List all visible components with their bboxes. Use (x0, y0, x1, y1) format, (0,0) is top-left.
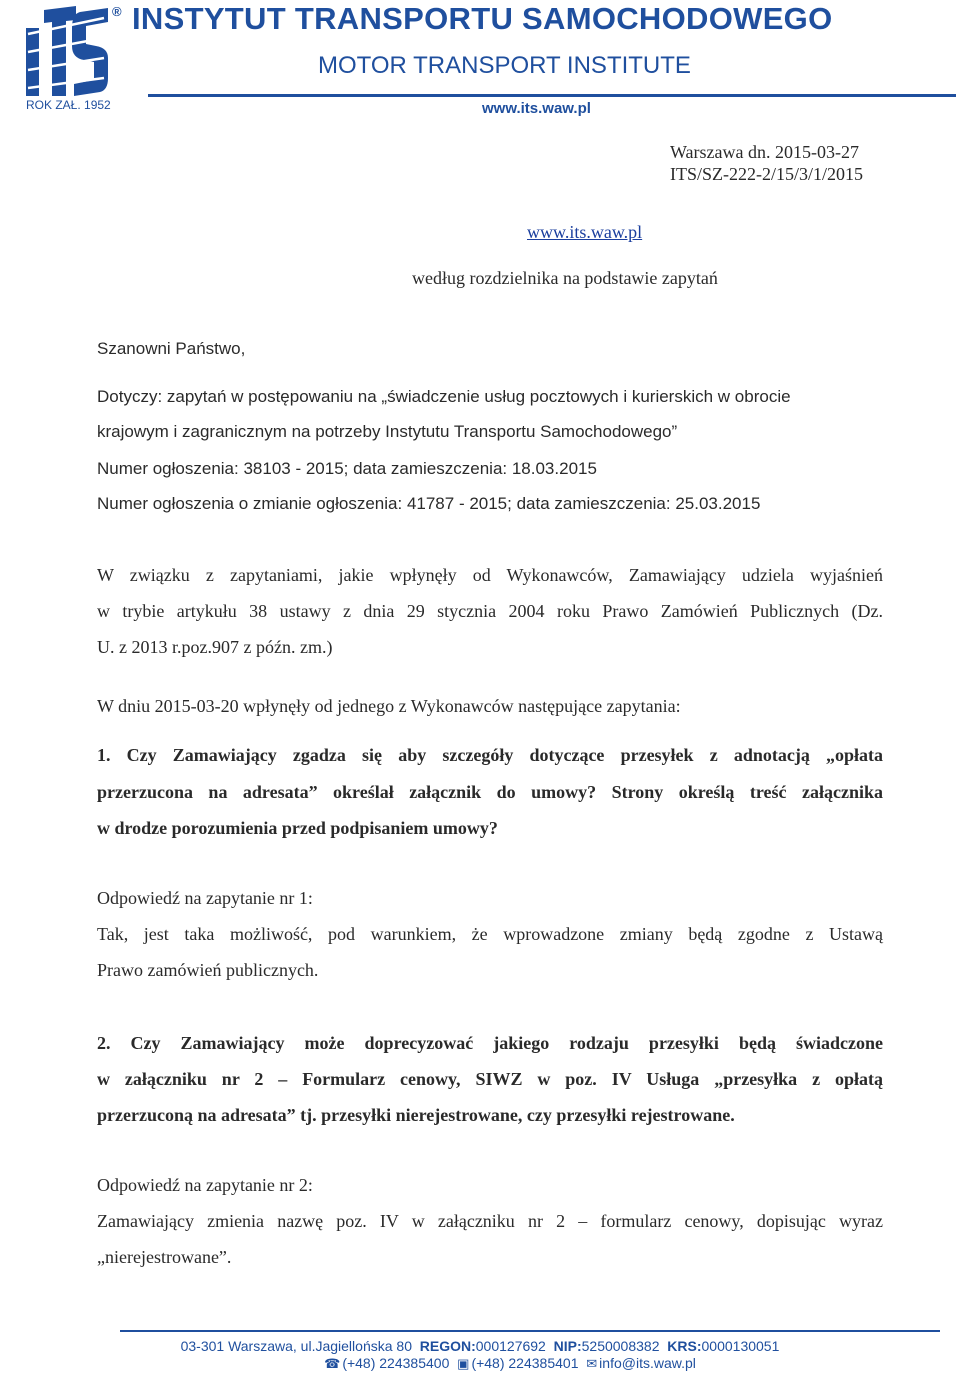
regon-label: REGON: (419, 1338, 476, 1354)
registered-mark: ® (112, 4, 122, 19)
question-1-line-3: w drodze porozumienia przed podpisaniem umowy? (97, 818, 498, 838)
letterhead (0, 0, 960, 120)
website-link[interactable]: www.its.waw.pl (527, 222, 643, 242)
notice-number: Numer ogłoszenia: 38103 - 2015; data zamieszczenia: 18.03.2015 (97, 459, 597, 478)
footer-phone: (+48) 224385400 (342, 1355, 450, 1371)
footer-contacts (30, 1355, 960, 1372)
answer-2-label: Odpowiedź na zapytanie nr 2: (97, 1175, 313, 1195)
answer-1-line-2: Prawo zamówień publicznych. (97, 960, 319, 980)
answer-1-label: Odpowiedź na zapytanie nr 1: (97, 888, 313, 908)
greeting: Szanowni Państwo, (97, 339, 246, 358)
footer-email[interactable]: info@its.waw.pl (599, 1355, 696, 1371)
question-2-line-2: w załączniku nr 2 – Formularz cenowy, SIWZ w poz. IV Usługa „przesyłka z opłatą (97, 1069, 883, 1089)
footer-divider (120, 1330, 940, 1332)
answer-2-line-2: „nierejestrowane”. (97, 1247, 232, 1267)
regon-value: 000127692 (475, 1338, 546, 1354)
answer-1-line-1: Tak, jest taka możliwość, pod warunkiem, że wprowadzone zmiany będą zgodne z Ustawą (97, 924, 883, 944)
krs-value: 0000130051 (701, 1338, 780, 1354)
notice-change-number: Numer ogłoszenia o zmianie ogłoszenia: 41787 - 2015; data zamieszczenia: 25.03.2015 (97, 494, 761, 513)
fax-icon: ▣ (457, 1356, 470, 1371)
footer-fax: (+48) 224385401 (471, 1355, 579, 1371)
subject-line-1: Dotyczy: zapytań w postępowaniu na „świadczenie usług pocztowych i kurierskich w obrocie (97, 387, 791, 406)
question-2-line-3: przerzuconą na adresata” tj. przesyłki nierejestrowane, czy przesyłki rejestrowane. (97, 1105, 735, 1125)
header-divider (148, 94, 956, 97)
subject-line-2: krajowym i zagranicznym na potrzeby Instytutu Transportu Samochodowego” (97, 422, 678, 441)
header-website[interactable]: www.its.waw.pl (482, 100, 591, 117)
footer-address: 03-301 Warszawa, ul.Jagiellońska 80 (180, 1338, 412, 1354)
phone-icon: ☎ (324, 1356, 341, 1371)
institute-name-en: MOTOR TRANSPORT INSTITUTE (318, 52, 691, 79)
krs-label: KRS: (667, 1338, 702, 1354)
question-1-line-2: przerzucona na adresata” określał załącznik do umowy? Strony określą treść załącznika (97, 782, 883, 802)
received-note: W dniu 2015-03-20 wpłynęły od jednego z Wykonawców następujące zapytania: (97, 696, 681, 716)
letter-date: Warszawa dn. 2015-03-27 (670, 142, 859, 162)
footer-registration (0, 1338, 960, 1354)
envelope-icon: ✉ (586, 1356, 598, 1371)
answer-2-line-1: Zamawiający zmienia nazwę poz. IV w załączniku nr 2 – formularz cenowy, dopisując wyraz (97, 1211, 883, 1231)
its-logo (24, 4, 110, 98)
nip-value: 5250008382 (581, 1338, 660, 1354)
founded-year: ROK ZAŁ. 1952 (26, 98, 111, 112)
question-1-line-1: 1. Czy Zamawiający zgadza się aby szczegóły dotyczące przesyłek z adnotacją „opłata (97, 745, 883, 765)
question-2-line-1: 2. Czy Zamawiający może doprecyzować jakiego rodzaju przesyłki będą świadczone (97, 1033, 883, 1053)
intro-line-1: W związku z zapytaniami, jakie wpłynęły od Wykonawców, Zamawiający udziela wyjaśnień (97, 565, 883, 585)
nip-label: NIP: (553, 1338, 582, 1354)
intro-line-2: w trybie artykułu 38 ustawy z dnia 29 stycznia 2004 roku Prawo Zamówień Publicznych (Dz. (97, 601, 883, 621)
institute-name-pl: INSTYTUT TRANSPORTU SAMOCHODOWEGO (132, 1, 833, 36)
distribution-note: według rozdzielnika na podstawie zapytań (412, 268, 718, 288)
letter-reference: ITS/SZ-222-2/15/3/1/2015 (670, 164, 863, 184)
intro-line-3: U. z 2013 r.poz.907 z późn. zm.) (97, 637, 333, 657)
